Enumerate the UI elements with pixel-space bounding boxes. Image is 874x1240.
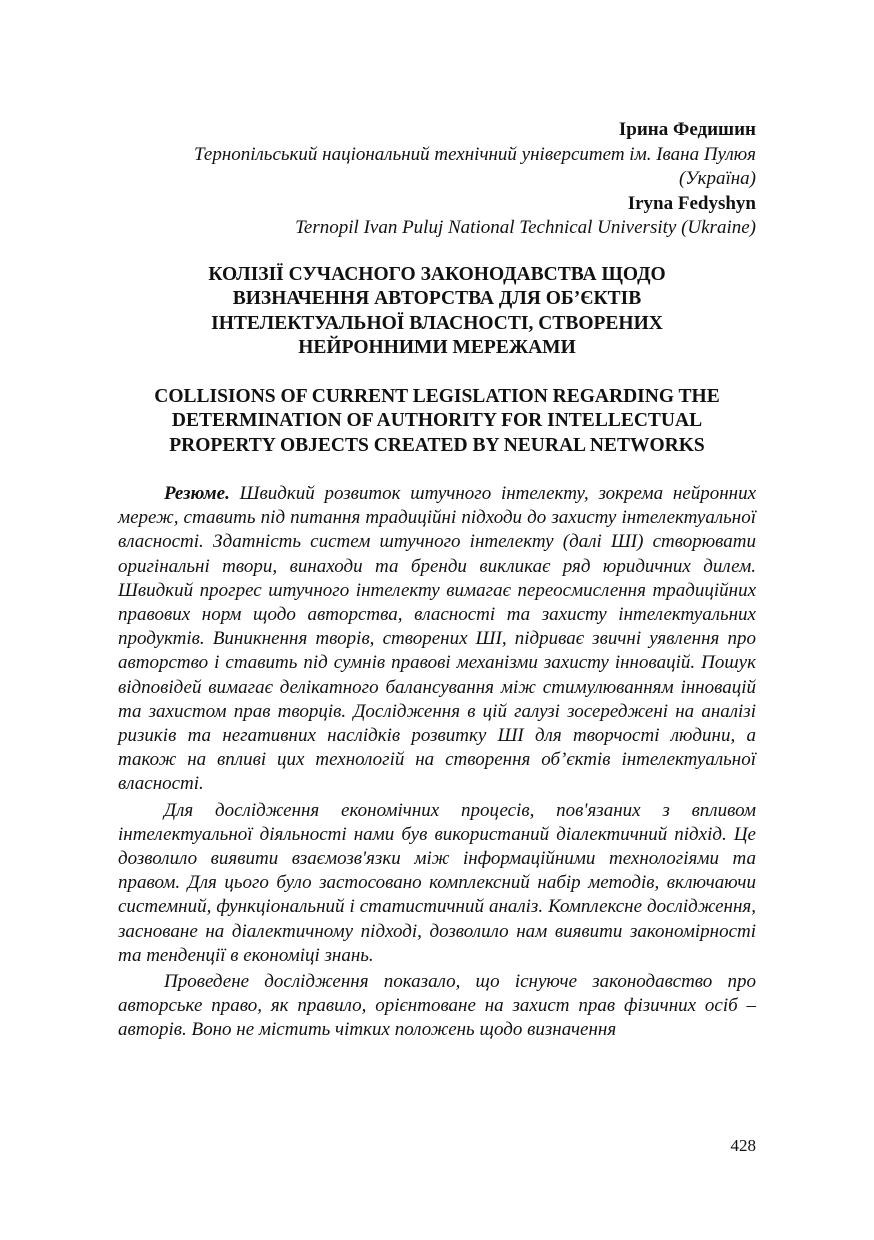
author-name-en: Iryna Fedyshyn [627,192,756,214]
affiliation-uk-line2: (Україна) [678,168,756,189]
abstract-paragraph-3: Проведене дослідження показало, що існуюче законодавство про авторське право, як правило, орієнтоване на захист прав фізичних осіб – авторів. Воно не містить чітких положень щодо визначення [118,971,756,1041]
abstract-paragraph-1-text: Швидкий розвиток штучного інтелекту, зокрема нейронних мереж, ставить під питання традиційні підходи до захисту інтелектуальної власності. Здатність систем штучного інтелекту (далі ШІ) створювати оригінальні твори, винаходи та бренди викликає ряд юридичних дилем. Швидкий прогрес штучного інтелекту вимагає переосмислення традиційних правових норм щодо авторства, власності та захисту інтелектуальних продуктів. Виникнення творів, створених ШІ, підриває звичні уявлення про авторство і ставить під сумнів правові механізми захисту інновацій. Пошук відповідей вимагає делікатного балансування між стимулюванням інновацій та захистом прав творців. Дослідження в цій галузі зосереджені на аналізі ризиків та негативних наслідків розвитку ШІ для творчості людини, а також на впливі цих технологій на створення об’єктів інтелектуальної власності. [118,483,756,795]
title-en-line: PROPERTY OBJECTS CREATED BY NEURAL NETWORKS [169,434,705,456]
title-en-line: COLLISIONS OF CURRENT LEGISLATION REGARDING THE [154,385,720,407]
title-uk-line: КОЛІЗІЇ СУЧАСНОГО ЗАКОНОДАВСТВА ЩОДО [208,263,666,285]
title-uk-line: НЕЙРОННИМИ МЕРЕЖАМИ [298,337,576,358]
paper-page [118,118,756,1043]
abstract-paragraph-1 [118,482,756,797]
title-en-line: DETERMINATION OF AUTHORITY FOR INTELLECTUAL [171,410,703,431]
title-ukrainian [118,263,756,361]
affiliation-en: Ternopil Ivan Puluj National Technical University (Ukraine) [295,217,756,238]
abstract-label: Резюме. [164,483,230,504]
title-english [118,385,756,459]
page-number: 428 [730,1136,756,1155]
author-block [118,118,756,241]
affiliation-uk-line1: Тернопільський національний технічний університет ім. Івана Пулюя [194,143,756,165]
author-name-uk: Ірина Федишин [618,119,756,140]
abstract-paragraph-2: Для дослідження економічних процесів, пов'язаних з впливом інтелектуальної діяльності нами був використаний діалектичний підхід. Це дозволило виявити взаємозв'язки між інформаційними технологіями та правом. Для цього було застосовано комплексний набір методів, включаючи системний, функціональний і статистичний аналіз. Комплексне дослідження, засноване на діалектичному підході, дозволило нам виявити закономірності та тенденції в економіці знань. [118,799,756,966]
abstract [118,482,756,1043]
title-uk-line: ВИЗНАЧЕННЯ АВТОРСТВА ДЛЯ ОБ’ЄКТІВ [232,288,642,309]
title-uk-line: ІНТЕЛЕКТУАЛЬНОЇ ВЛАСНОСТІ, СТВОРЕНИХ [211,312,663,334]
